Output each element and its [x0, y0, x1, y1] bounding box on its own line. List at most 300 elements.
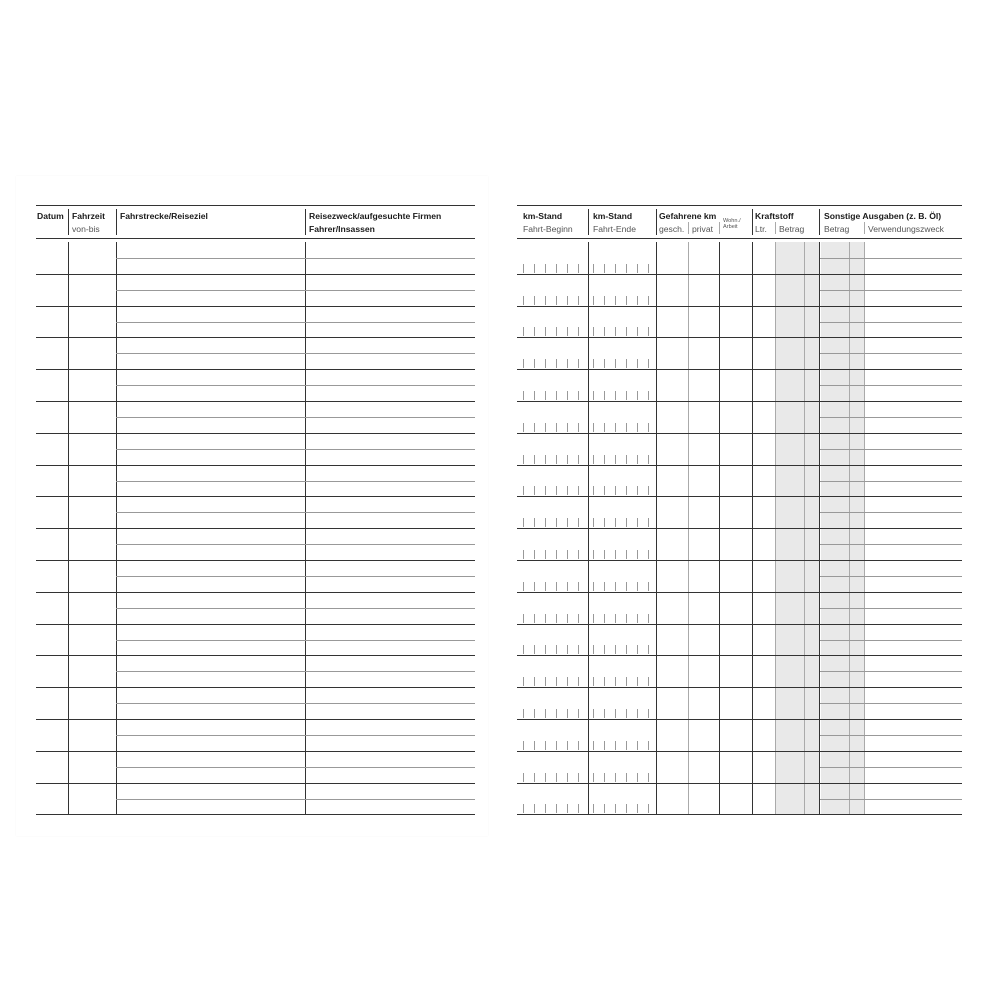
- odometer-digit-tick: [578, 550, 579, 559]
- odometer-digit-tick: [556, 550, 557, 559]
- header-divider: [819, 209, 820, 235]
- odometer-digit-tick: [534, 709, 535, 718]
- row-mid-line: [305, 449, 475, 450]
- row-mid-line: [820, 353, 962, 354]
- odometer-digit-tick: [523, 550, 524, 559]
- odometer-digit-tick: [637, 327, 638, 336]
- odometer-digit-tick: [648, 614, 649, 623]
- odometer-digit-tick: [593, 614, 594, 623]
- odometer-digit-tick: [578, 677, 579, 686]
- row-bottom-line: [517, 274, 962, 275]
- odometer-digit-tick: [545, 327, 546, 336]
- header-divider: [68, 209, 69, 235]
- row-mid-line: [305, 703, 475, 704]
- odometer-digit-tick: [637, 264, 638, 273]
- odometer-digit-tick: [523, 773, 524, 782]
- odometer-digit-tick: [626, 709, 627, 718]
- odometer-digit-tick: [567, 264, 568, 273]
- row-mid-line: [305, 290, 475, 291]
- odometer-digit-tick: [567, 709, 568, 718]
- odometer-digit-tick: [534, 264, 535, 273]
- odometer-digit-tick: [648, 327, 649, 336]
- row-bottom-line: [517, 655, 962, 656]
- odometer-digit-tick: [604, 327, 605, 336]
- odometer-digit-tick: [604, 741, 605, 750]
- header-km-stand-beginn: km-Stand: [523, 211, 563, 221]
- odometer-digit-tick: [534, 296, 535, 305]
- odometer-digit-tick: [637, 709, 638, 718]
- odometer-digit-tick: [523, 518, 524, 527]
- header-fahrt-beginn: Fahrt-Beginn: [523, 224, 573, 234]
- odometer-digit-tick: [593, 455, 594, 464]
- odometer-digit-tick: [556, 582, 557, 591]
- odometer-digit-tick: [556, 391, 557, 400]
- row-mid-line: [305, 481, 475, 482]
- row-bottom-line: [36, 465, 475, 466]
- odometer-digit-tick: [578, 455, 579, 464]
- row-bottom-line: [36, 433, 475, 434]
- row-bottom-line: [517, 369, 962, 370]
- odometer-digit-tick: [545, 296, 546, 305]
- odometer-digit-tick: [593, 486, 594, 495]
- odometer-digit-tick: [648, 741, 649, 750]
- odometer-digit-tick: [534, 518, 535, 527]
- odometer-digit-tick: [637, 804, 638, 813]
- row-mid-line: [305, 640, 475, 641]
- header-fahrstrecke: Fahrstrecke/Reiseziel: [120, 211, 208, 221]
- odometer-digit-tick: [578, 645, 579, 654]
- odometer-digit-tick: [523, 296, 524, 305]
- header-datum: Datum: [37, 211, 64, 221]
- odometer-digit-tick: [648, 518, 649, 527]
- row-bottom-line: [36, 401, 475, 402]
- row-mid-line: [305, 767, 475, 768]
- header-fahrt-ende: Fahrt-Ende: [593, 224, 636, 234]
- row-mid-line: [820, 512, 962, 513]
- odometer-digit-tick: [604, 645, 605, 654]
- odometer-digit-tick: [567, 645, 568, 654]
- odometer-digit-tick: [578, 518, 579, 527]
- odometer-digit-tick: [578, 709, 579, 718]
- row-mid-line: [305, 576, 475, 577]
- odometer-digit-tick: [578, 264, 579, 273]
- header-divider: [305, 209, 306, 235]
- odometer-digit-tick: [637, 455, 638, 464]
- odometer-digit-tick: [523, 614, 524, 623]
- header-gesch: gesch.: [659, 224, 685, 234]
- row-mid-line: [116, 576, 305, 577]
- odometer-digit-tick: [523, 423, 524, 432]
- odometer-digit-tick: [648, 486, 649, 495]
- odometer-digit-tick: [545, 645, 546, 654]
- row-mid-line: [820, 671, 962, 672]
- odometer-digit-tick: [567, 550, 568, 559]
- odometer-digit-tick: [534, 677, 535, 686]
- odometer-digit-tick: [578, 423, 579, 432]
- header-subdivider: [775, 222, 776, 234]
- odometer-digit-tick: [648, 677, 649, 686]
- top-rule: [36, 205, 475, 206]
- header-divider: [656, 209, 657, 235]
- odometer-digit-tick: [556, 709, 557, 718]
- row-bottom-line: [36, 814, 475, 815]
- odometer-digit-tick: [534, 550, 535, 559]
- row-mid-line: [305, 544, 475, 545]
- row-mid-line: [116, 608, 305, 609]
- odometer-digit-tick: [556, 645, 557, 654]
- odometer-digit-tick: [648, 391, 649, 400]
- header-sonstige-ausgaben: Sonstige Ausgaben (z. B. Öl): [824, 211, 942, 221]
- row-bottom-line: [517, 465, 962, 466]
- odometer-digit-tick: [626, 327, 627, 336]
- odometer-digit-tick: [578, 773, 579, 782]
- header-fahrzeit: Fahrzeit: [72, 211, 105, 221]
- odometer-digit-tick: [593, 327, 594, 336]
- odometer-digit-tick: [626, 614, 627, 623]
- row-mid-line: [116, 640, 305, 641]
- odometer-digit-tick: [593, 296, 594, 305]
- odometer-digit-tick: [567, 296, 568, 305]
- odometer-digit-tick: [637, 645, 638, 654]
- odometer-digit-tick: [637, 741, 638, 750]
- odometer-digit-tick: [615, 327, 616, 336]
- odometer-digit-tick: [556, 741, 557, 750]
- odometer-digit-tick: [604, 804, 605, 813]
- odometer-digit-tick: [626, 359, 627, 368]
- row-bottom-line: [36, 592, 475, 593]
- odometer-digit-tick: [545, 518, 546, 527]
- odometer-digit-tick: [615, 677, 616, 686]
- odometer-digit-tick: [626, 264, 627, 273]
- odometer-digit-tick: [556, 264, 557, 273]
- odometer-digit-tick: [615, 486, 616, 495]
- row-bottom-line: [36, 783, 475, 784]
- odometer-digit-tick: [604, 423, 605, 432]
- odometer-digit-tick: [637, 582, 638, 591]
- header-fahrer: Fahrer/Insassen: [309, 224, 375, 234]
- odometer-digit-tick: [567, 455, 568, 464]
- odometer-digit-tick: [545, 773, 546, 782]
- odometer-digit-tick: [556, 518, 557, 527]
- odometer-digit-tick: [648, 773, 649, 782]
- odometer-digit-tick: [604, 359, 605, 368]
- row-mid-line: [116, 385, 305, 386]
- odometer-digit-tick: [556, 486, 557, 495]
- header-subdivider: [719, 222, 720, 234]
- row-mid-line: [305, 353, 475, 354]
- odometer-digit-tick: [567, 518, 568, 527]
- row-mid-line: [820, 799, 962, 800]
- header-kraftstoff-betrag: Betrag: [779, 224, 805, 234]
- odometer-digit-tick: [545, 264, 546, 273]
- row-bottom-line: [36, 719, 475, 720]
- odometer-digit-tick: [578, 614, 579, 623]
- row-mid-line: [116, 735, 305, 736]
- odometer-digit-tick: [593, 518, 594, 527]
- odometer-digit-tick: [545, 550, 546, 559]
- row-bottom-line: [36, 337, 475, 338]
- odometer-digit-tick: [637, 677, 638, 686]
- row-mid-line: [820, 544, 962, 545]
- header-privat: privat: [692, 224, 714, 234]
- row-mid-line: [116, 353, 305, 354]
- header-subdivider: [864, 222, 865, 234]
- odometer-digit-tick: [534, 804, 535, 813]
- odometer-digit-tick: [615, 804, 616, 813]
- odometer-digit-tick: [556, 327, 557, 336]
- odometer-digit-tick: [545, 709, 546, 718]
- odometer-digit-tick: [567, 677, 568, 686]
- row-bottom-line: [36, 369, 475, 370]
- header-bottom-rule: [517, 238, 962, 239]
- odometer-digit-tick: [567, 391, 568, 400]
- odometer-digit-tick: [648, 296, 649, 305]
- odometer-digit-tick: [604, 582, 605, 591]
- row-bottom-line: [517, 719, 962, 720]
- row-mid-line: [116, 671, 305, 672]
- odometer-digit-tick: [578, 359, 579, 368]
- row-mid-line: [116, 799, 305, 800]
- odometer-digit-tick: [523, 264, 524, 273]
- odometer-digit-tick: [615, 391, 616, 400]
- odometer-digit-tick: [578, 296, 579, 305]
- row-bottom-line: [36, 624, 475, 625]
- header-bottom-rule: [36, 238, 475, 239]
- odometer-digit-tick: [604, 709, 605, 718]
- odometer-digit-tick: [578, 741, 579, 750]
- row-mid-line: [820, 417, 962, 418]
- row-bottom-line: [517, 814, 962, 815]
- odometer-digit-tick: [604, 455, 605, 464]
- odometer-digit-tick: [648, 582, 649, 591]
- row-mid-line: [820, 576, 962, 577]
- odometer-digit-tick: [626, 804, 627, 813]
- odometer-digit-tick: [567, 359, 568, 368]
- odometer-digit-tick: [578, 391, 579, 400]
- odometer-digit-tick: [626, 518, 627, 527]
- odometer-digit-tick: [604, 296, 605, 305]
- odometer-digit-tick: [593, 423, 594, 432]
- odometer-digit-tick: [523, 359, 524, 368]
- odometer-digit-tick: [604, 391, 605, 400]
- row-mid-line: [305, 417, 475, 418]
- odometer-digit-tick: [593, 264, 594, 273]
- header-divider: [588, 209, 589, 235]
- odometer-digit-tick: [545, 359, 546, 368]
- header-verwendungszweck: Verwendungszweck: [868, 224, 944, 234]
- row-bottom-line: [36, 306, 475, 307]
- odometer-digit-tick: [523, 677, 524, 686]
- odometer-digit-tick: [626, 645, 627, 654]
- odometer-digit-tick: [534, 773, 535, 782]
- odometer-digit-tick: [615, 645, 616, 654]
- odometer-digit-tick: [567, 486, 568, 495]
- odometer-digit-tick: [556, 455, 557, 464]
- odometer-digit-tick: [626, 550, 627, 559]
- odometer-digit-tick: [637, 486, 638, 495]
- odometer-digit-tick: [578, 582, 579, 591]
- odometer-digit-tick: [615, 518, 616, 527]
- odometer-digit-tick: [626, 582, 627, 591]
- odometer-digit-tick: [637, 518, 638, 527]
- odometer-digit-tick: [637, 296, 638, 305]
- odometer-digit-tick: [567, 804, 568, 813]
- header-km-stand-ende: km-Stand: [593, 211, 633, 221]
- odometer-digit-tick: [578, 327, 579, 336]
- odometer-digit-tick: [556, 296, 557, 305]
- row-bottom-line: [517, 560, 962, 561]
- header-divider: [752, 209, 753, 235]
- row-bottom-line: [36, 687, 475, 688]
- odometer-digit-tick: [523, 645, 524, 654]
- odometer-digit-tick: [604, 614, 605, 623]
- odometer-digit-tick: [567, 327, 568, 336]
- odometer-digit-tick: [567, 423, 568, 432]
- odometer-digit-tick: [626, 455, 627, 464]
- row-bottom-line: [36, 655, 475, 656]
- odometer-digit-tick: [545, 423, 546, 432]
- odometer-digit-tick: [534, 741, 535, 750]
- header-subdivider: [688, 222, 689, 234]
- odometer-digit-tick: [637, 614, 638, 623]
- odometer-digit-tick: [556, 359, 557, 368]
- header-divider: [116, 209, 117, 235]
- odometer-digit-tick: [593, 804, 594, 813]
- odometer-digit-tick: [626, 486, 627, 495]
- row-mid-line: [820, 767, 962, 768]
- odometer-digit-tick: [604, 264, 605, 273]
- odometer-digit-tick: [567, 773, 568, 782]
- odometer-digit-tick: [545, 804, 546, 813]
- odometer-digit-tick: [593, 677, 594, 686]
- row-mid-line: [116, 417, 305, 418]
- odometer-digit-tick: [567, 741, 568, 750]
- odometer-digit-tick: [545, 455, 546, 464]
- odometer-digit-tick: [626, 773, 627, 782]
- row-bottom-line: [36, 560, 475, 561]
- header-kraftstoff: Kraftstoff: [755, 211, 794, 221]
- odometer-digit-tick: [637, 773, 638, 782]
- odometer-digit-tick: [556, 677, 557, 686]
- odometer-digit-tick: [534, 614, 535, 623]
- row-bottom-line: [517, 687, 962, 688]
- odometer-digit-tick: [648, 359, 649, 368]
- row-mid-line: [305, 799, 475, 800]
- header-gefahrene-km: Gefahrene km: [659, 211, 717, 221]
- odometer-digit-tick: [615, 359, 616, 368]
- odometer-digit-tick: [523, 391, 524, 400]
- odometer-digit-tick: [523, 709, 524, 718]
- odometer-digit-tick: [626, 423, 627, 432]
- row-bottom-line: [517, 783, 962, 784]
- row-mid-line: [116, 258, 305, 259]
- odometer-digit-tick: [604, 550, 605, 559]
- odometer-digit-tick: [648, 709, 649, 718]
- odometer-digit-tick: [534, 391, 535, 400]
- row-bottom-line: [36, 751, 475, 752]
- odometer-digit-tick: [523, 582, 524, 591]
- row-mid-line: [305, 512, 475, 513]
- row-mid-line: [116, 290, 305, 291]
- odometer-digit-tick: [604, 486, 605, 495]
- row-mid-line: [116, 767, 305, 768]
- row-mid-line: [820, 640, 962, 641]
- odometer-digit-tick: [626, 296, 627, 305]
- row-mid-line: [820, 481, 962, 482]
- row-bottom-line: [517, 433, 962, 434]
- row-bottom-line: [36, 528, 475, 529]
- row-mid-line: [820, 703, 962, 704]
- odometer-digit-tick: [604, 677, 605, 686]
- row-mid-line: [116, 512, 305, 513]
- odometer-digit-tick: [567, 582, 568, 591]
- row-bottom-line: [36, 496, 475, 497]
- row-bottom-line: [517, 751, 962, 752]
- odometer-digit-tick: [523, 486, 524, 495]
- row-bottom-line: [517, 528, 962, 529]
- odometer-digit-tick: [637, 550, 638, 559]
- row-mid-line: [305, 258, 475, 259]
- odometer-digit-tick: [534, 327, 535, 336]
- odometer-digit-tick: [648, 550, 649, 559]
- row-mid-line: [116, 449, 305, 450]
- odometer-digit-tick: [545, 677, 546, 686]
- header-sonstige-betrag: Betrag: [824, 224, 850, 234]
- header-fahrzeit-sub: von-bis: [72, 224, 100, 234]
- row-mid-line: [305, 671, 475, 672]
- odometer-digit-tick: [648, 423, 649, 432]
- odometer-digit-tick: [593, 359, 594, 368]
- odometer-digit-tick: [523, 327, 524, 336]
- odometer-digit-tick: [556, 423, 557, 432]
- odometer-digit-tick: [604, 518, 605, 527]
- odometer-digit-tick: [637, 359, 638, 368]
- row-mid-line: [820, 258, 962, 259]
- odometer-digit-tick: [648, 645, 649, 654]
- odometer-digit-tick: [578, 804, 579, 813]
- odometer-digit-tick: [615, 614, 616, 623]
- row-bottom-line: [517, 592, 962, 593]
- odometer-digit-tick: [593, 582, 594, 591]
- odometer-digit-tick: [648, 455, 649, 464]
- odometer-digit-tick: [615, 741, 616, 750]
- row-mid-line: [305, 608, 475, 609]
- row-bottom-line: [517, 337, 962, 338]
- odometer-digit-tick: [534, 486, 535, 495]
- odometer-digit-tick: [578, 486, 579, 495]
- odometer-digit-tick: [545, 614, 546, 623]
- left-page: [16, 176, 488, 836]
- odometer-digit-tick: [534, 645, 535, 654]
- row-mid-line: [305, 385, 475, 386]
- header-arbeit: Arbeit: [723, 224, 738, 230]
- row-mid-line: [116, 322, 305, 323]
- odometer-digit-tick: [593, 741, 594, 750]
- odometer-digit-tick: [593, 550, 594, 559]
- row-bottom-line: [517, 306, 962, 307]
- odometer-digit-tick: [523, 741, 524, 750]
- row-bottom-line: [517, 496, 962, 497]
- row-mid-line: [305, 322, 475, 323]
- odometer-digit-tick: [615, 550, 616, 559]
- odometer-digit-tick: [604, 773, 605, 782]
- odometer-digit-tick: [567, 614, 568, 623]
- odometer-digit-tick: [593, 773, 594, 782]
- odometer-digit-tick: [545, 582, 546, 591]
- odometer-digit-tick: [556, 804, 557, 813]
- odometer-digit-tick: [523, 804, 524, 813]
- odometer-digit-tick: [545, 391, 546, 400]
